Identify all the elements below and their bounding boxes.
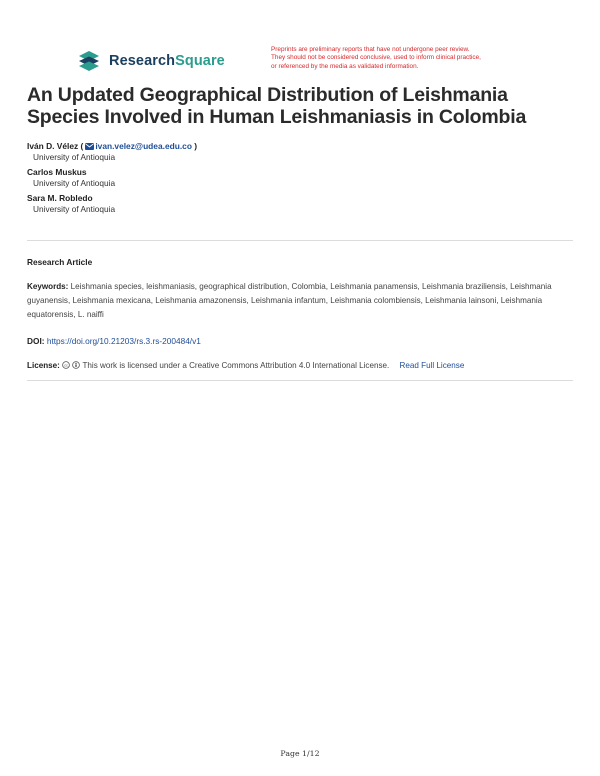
- doi-link[interactable]: https://doi.org/10.21203/rs.3.rs-200484/v1: [46, 336, 201, 346]
- author-entry: Iván D. Vélez ( ivan.velez@udea.edu.co ) University of Antioquia: [27, 141, 567, 163]
- article-type: Research Article: [27, 257, 93, 267]
- page-number: Page 1/12: [280, 749, 320, 758]
- paper-title: An Updated Geographical Distribution of Leishmania Species Involved in Human Leishmaniasis in Colombia: [27, 84, 527, 128]
- author-name: Sara M. Robledo: [27, 193, 93, 203]
- page-header: [0, 44, 600, 84]
- author-affiliation: University of Antioquia: [33, 178, 116, 188]
- notice-line: or referenced by the media as validated information.: [271, 62, 419, 70]
- attribution-icon: [72, 361, 80, 369]
- divider: [27, 380, 573, 381]
- author-entry: [27, 193, 567, 215]
- research-square-logo[interactable]: [76, 48, 225, 74]
- license-label: License:: [27, 361, 60, 370]
- license-text: This work is licensed under a Creative Commons Attribution 4.0 International License.: [82, 361, 390, 370]
- author-name: Carlos Muskus: [27, 167, 87, 177]
- research-square-logo-icon: [76, 48, 102, 74]
- doi-section: [27, 336, 201, 346]
- mail-icon: [85, 143, 94, 150]
- divider: [27, 240, 573, 241]
- author-email: ivan.velez@udea.edu.co: [95, 141, 192, 151]
- notice-line: Preprints are preliminary reports that have not undergone peer review.: [271, 46, 470, 53]
- keywords-section: [27, 280, 573, 322]
- author-name: Iván D. Vélez: [27, 141, 79, 151]
- author-affiliation: University of Antioquia: [33, 152, 116, 162]
- notice-line: They should not be considered conclusive, used to inform clinical practice,: [271, 54, 481, 62]
- author-list: [27, 141, 567, 219]
- keywords-text: Leishmania species, leishmaniasis, geographical distribution, Colombia, Leishmania panamensis, Leishmania braziliensis, Leishmania guyanensis, Leishmania mexicana, Leishmania amazonensis, Leishmania infantum, Leishmania colombiensis, Leishmania lainsoni, Leishmania equatorensis, L. naiffi: [27, 282, 552, 319]
- logo-wordmark: ResearchSquare: [109, 53, 225, 69]
- author-entry: [27, 167, 567, 189]
- svg-text:cc: cc: [64, 363, 68, 368]
- license-section: [27, 361, 573, 370]
- author-email-link[interactable]: [83, 141, 192, 151]
- doi-label: DOI:: [27, 336, 45, 346]
- creative-commons-icon: [62, 361, 70, 369]
- keywords-label: Keywords:: [27, 282, 69, 291]
- author-affiliation: University of Antioquia: [33, 204, 116, 214]
- read-full-license-link[interactable]: Read Full License: [399, 361, 465, 370]
- preprint-notice: [271, 46, 551, 71]
